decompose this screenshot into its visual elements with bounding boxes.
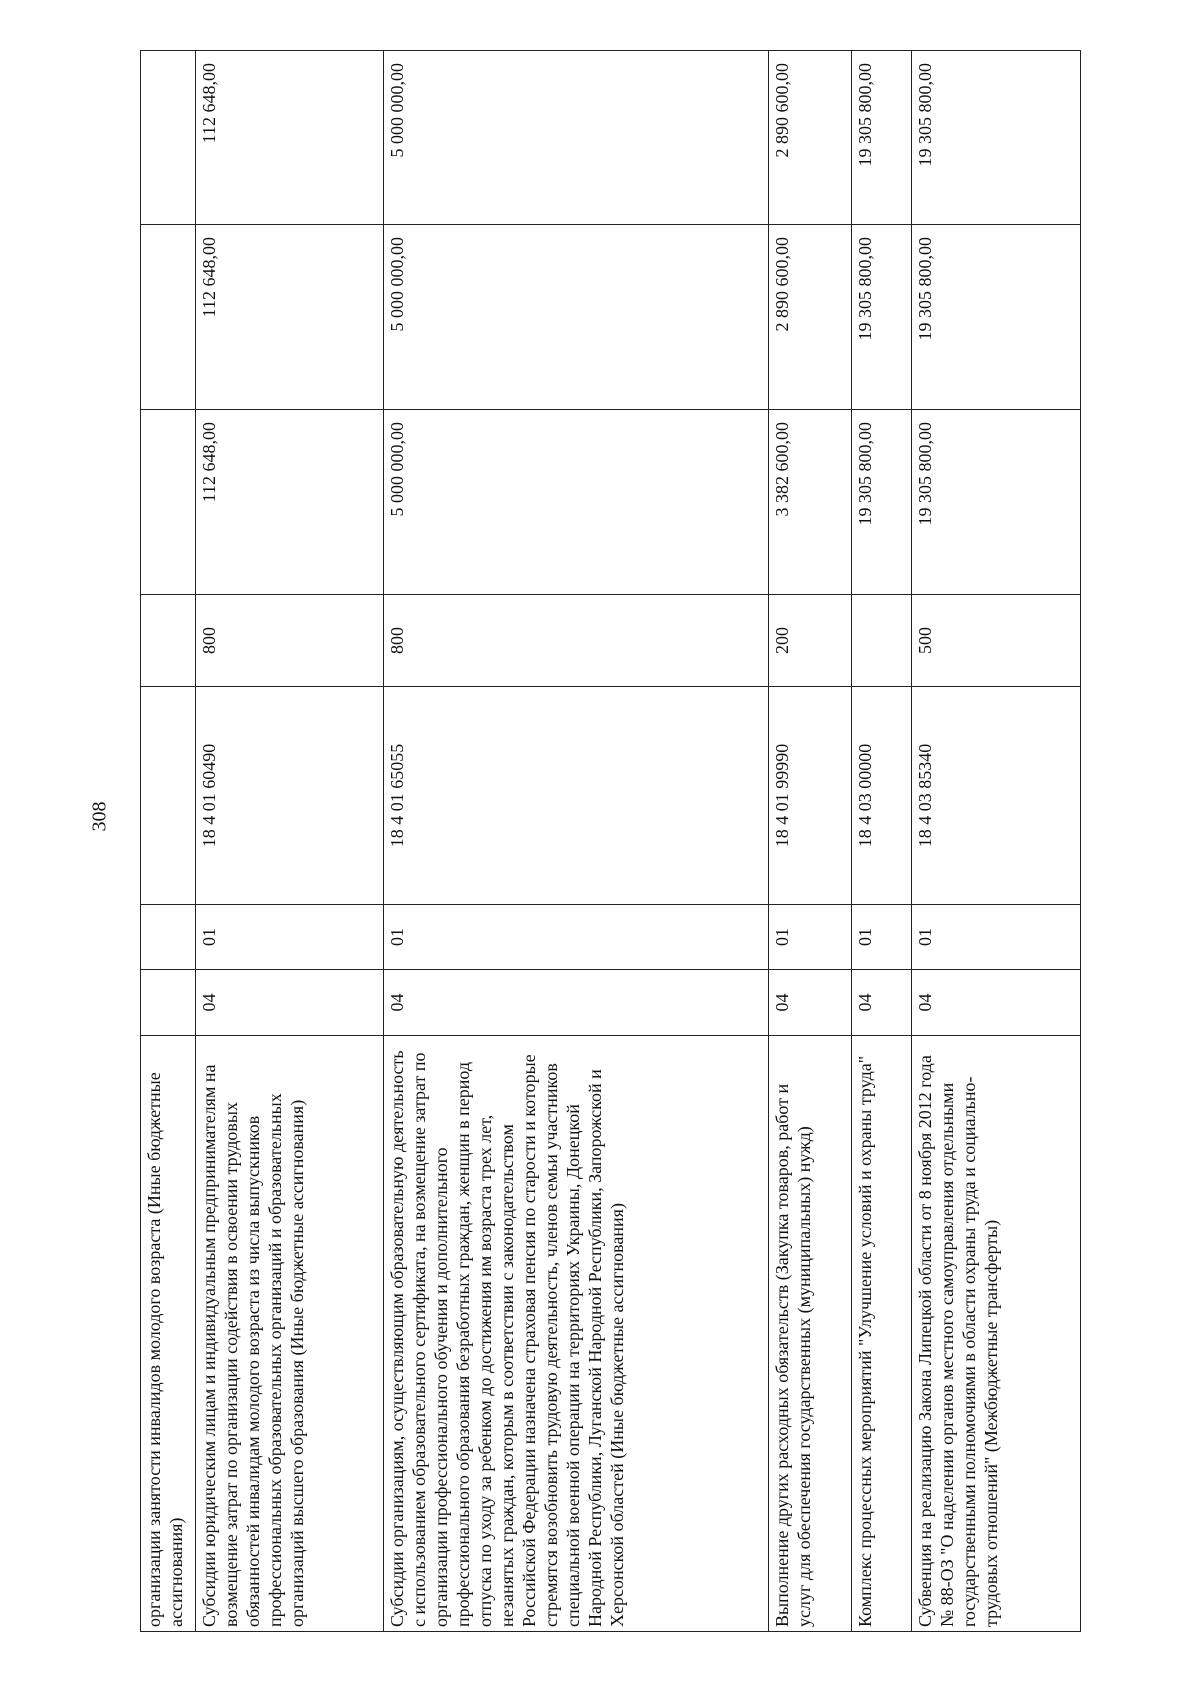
row-name: организации занятости инвалидов молодого возраста (Иные бюджетные ассигнования) (141, 1036, 196, 1632)
row-target-code: 18 4 01 99990 (769, 687, 852, 905)
row-sum-1: 19 305 800,00 (912, 410, 1081, 595)
table-row (769, 51, 852, 1632)
row-sum-2: 112 648,00 (196, 225, 384, 410)
table-rotated-wrapper (140, 51, 1080, 1632)
row-subsection: 01 (769, 905, 852, 970)
row-sum-1: 19 305 800,00 (852, 410, 912, 595)
row-section: 04 (769, 970, 852, 1036)
row-section (141, 970, 196, 1036)
row-sum-3: 5 000 000,00 (384, 51, 769, 225)
row-target-code: 18 4 03 85340 (912, 687, 1081, 905)
row-subsection (141, 905, 196, 970)
row-expense-type: 800 (196, 595, 384, 687)
row-sum-3 (141, 51, 196, 225)
row-name: Субсидии организациям, осуществляющим образовательную деятельность с использованием образовательного сертификата, на возмещение затрат по организации профессионального обучения и дополнительного профессионального образования безработных граждан, женщин в период отпуска по уходу за ребенком до достижения им возраста трех лет, незанятых граждан, которым в соответствии с законодательством Российской Федерации назначена страховая пенсия по старости и которые стремятся возобновить трудовую деятельность, членов семьи участников специальной военной операции на территориях Украины, Донецкой Народной Республики, Луганской Народной Республики, Запорожской и Херсонской областей (Иные бюджетные ассигнования) (384, 1036, 769, 1632)
table-row (912, 51, 1081, 1632)
row-section: 04 (912, 970, 1081, 1036)
row-name: Субвенция на реализацию Закона Липецкой области от 8 ноября 2012 года № 88-ОЗ "О наделении органов местного самоуправления отдельными государственными полномочиями в области охраны труда и социально-трудовых отношений" (Межбюджетные трансферты) (912, 1036, 1081, 1632)
row-subsection: 01 (196, 905, 384, 970)
row-expense-type (852, 595, 912, 687)
row-sum-1: 112 648,00 (196, 410, 384, 595)
table-row (384, 51, 769, 1632)
budget-table (140, 50, 1081, 1632)
row-target-code (141, 687, 196, 905)
row-expense-type: 800 (384, 595, 769, 687)
table-row (141, 51, 196, 1632)
row-name: Выполнение других расходных обязательств (Закупка товаров, работ и услуг для обеспечения государственных (муниципальных) нужд) (769, 1036, 852, 1632)
row-sum-3: 2 890 600,00 (769, 51, 852, 225)
row-sum-1 (141, 410, 196, 595)
row-subsection: 01 (384, 905, 769, 970)
row-sum-2: 2 890 600,00 (769, 225, 852, 410)
row-sum-3: 112 648,00 (196, 51, 384, 225)
row-subsection: 01 (912, 905, 1081, 970)
page-number: 308 (88, 801, 111, 832)
table-row (196, 51, 384, 1632)
row-sum-2: 19 305 800,00 (912, 225, 1081, 410)
row-target-code: 18 4 03 00000 (852, 687, 912, 905)
row-section: 04 (384, 970, 769, 1036)
row-sum-2 (141, 225, 196, 410)
row-sum-2: 5 000 000,00 (384, 225, 769, 410)
table-row (852, 51, 912, 1632)
row-expense-type: 500 (912, 595, 1081, 687)
row-subsection: 01 (852, 905, 912, 970)
row-sum-3: 19 305 800,00 (852, 51, 912, 225)
row-sum-1: 3 382 600,00 (769, 410, 852, 595)
row-target-code: 18 4 01 60490 (196, 687, 384, 905)
row-sum-2: 19 305 800,00 (852, 225, 912, 410)
row-section: 04 (852, 970, 912, 1036)
row-sum-3: 19 305 800,00 (912, 51, 1081, 225)
row-expense-type: 200 (769, 595, 852, 687)
row-sum-1: 5 000 000,00 (384, 410, 769, 595)
row-section: 04 (196, 970, 384, 1036)
row-name: Субсидии юридическим лицам и индивидуальным предпринимателям на возмещение затрат по организации содействия в освоении трудовых обязанностей инвалидам молодого возраста из числа выпускников профессиональных образовательных организаций и образовательных организаций высшего образования (Иные бюджетные ассигнования) (196, 1036, 384, 1632)
row-name: Комплекс процессных мероприятий "Улучшение условий и охраны труда" (852, 1036, 912, 1632)
row-target-code: 18 4 01 65055 (384, 687, 769, 905)
row-expense-type (141, 595, 196, 687)
